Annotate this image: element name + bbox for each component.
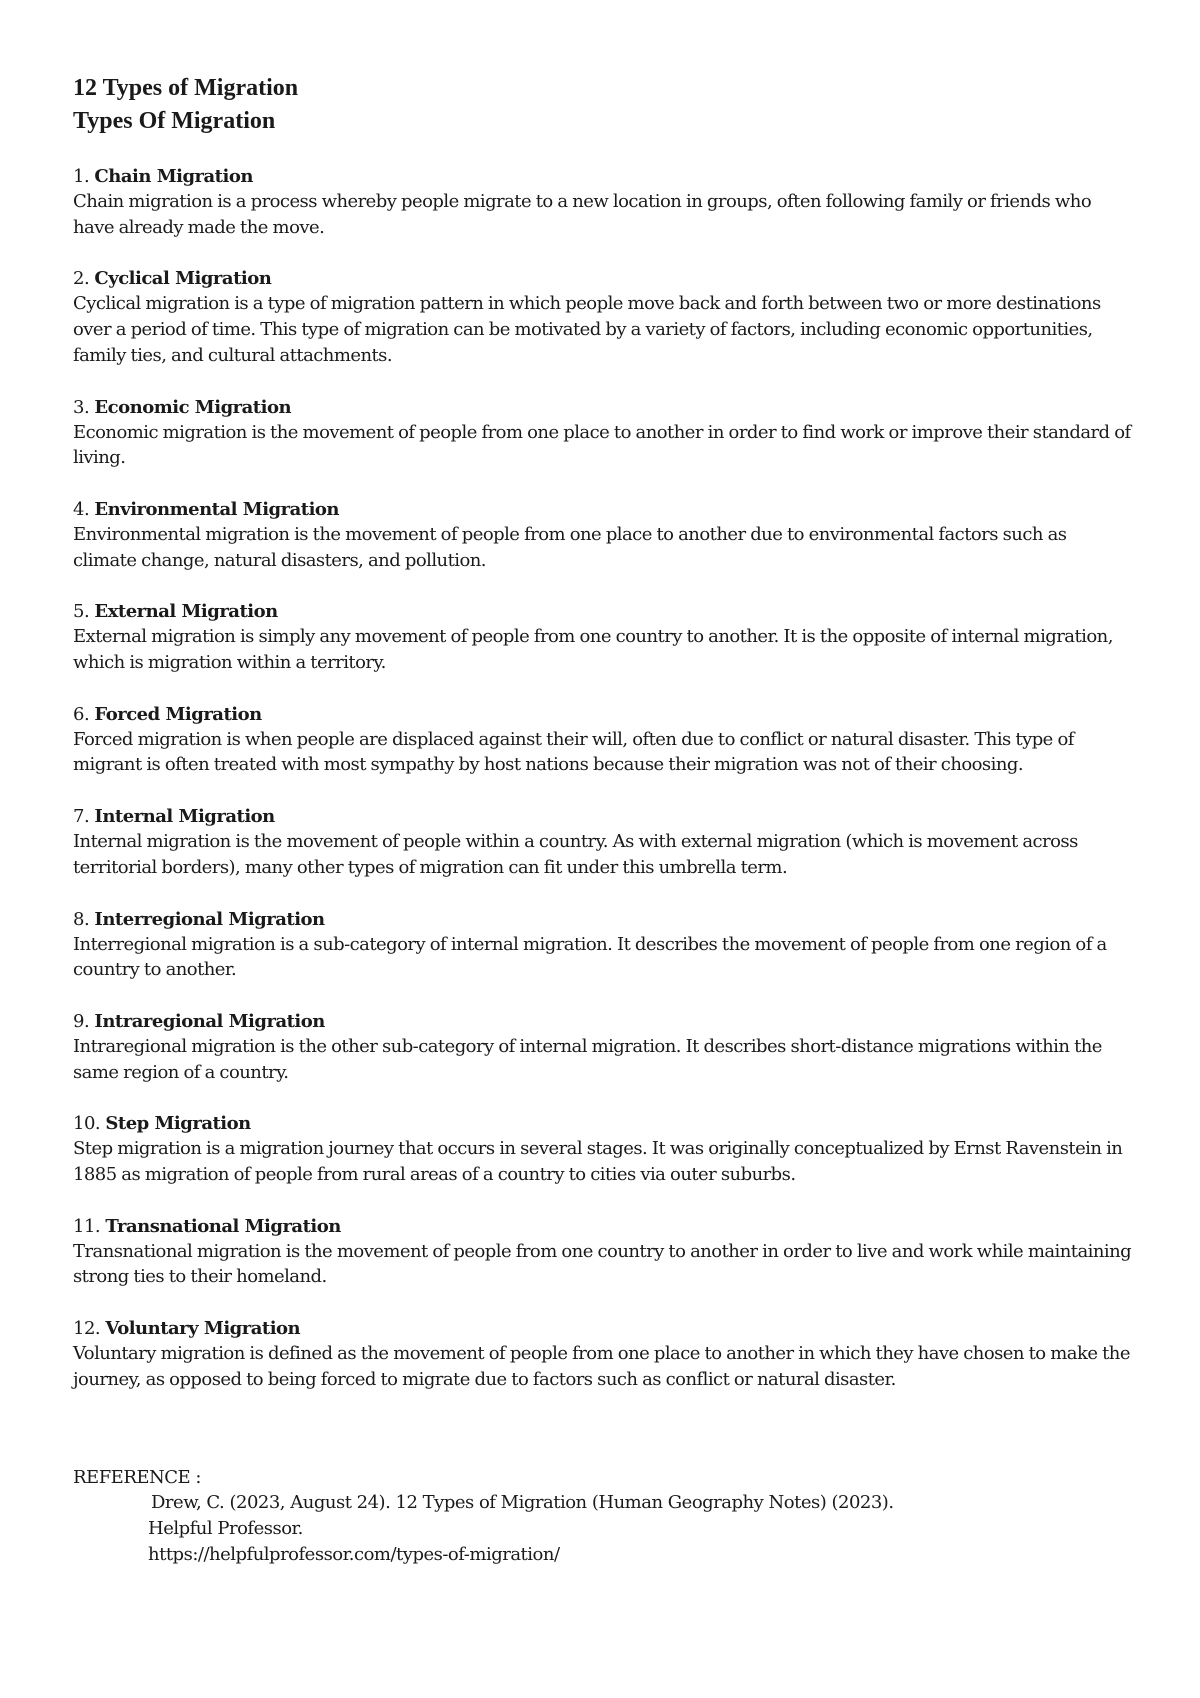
reference-url: https://helpfulprofessor.com/types-of-migration/ <box>148 1543 560 1565</box>
list-item <box>73 599 1133 675</box>
item-description: Internal migration is the movement of people within a country. As with external migration (which is movement across territorial borders), many other types of migration can fit under this umbrella term. <box>73 831 1078 878</box>
item-number: 10. <box>73 1113 101 1135</box>
item-number: 8. <box>73 908 90 930</box>
document-subtitle: Types Of Migration <box>73 108 276 134</box>
item-name: Environmental Migration <box>94 498 340 520</box>
item-heading <box>73 702 1133 727</box>
item-heading <box>73 266 1133 291</box>
item-name: Transnational Migration <box>105 1215 341 1237</box>
citation-text: Drew, C. (2023, August 24). 12 Types of Migration (Human Geography Notes) (2023). <box>151 1492 894 1514</box>
item-heading <box>73 1009 1133 1034</box>
list-item <box>73 907 1133 983</box>
item-number: 6. <box>73 703 90 725</box>
item-name: Economic Migration <box>94 396 292 418</box>
item-name: Cyclical Migration <box>94 268 272 290</box>
item-heading <box>73 1111 1133 1136</box>
list-item <box>73 1111 1133 1187</box>
item-description: Transnational migration is the movement of people from one country to another in order to live and work while maintaining strong ties to their homeland. <box>73 1240 1132 1288</box>
item-heading <box>73 497 1133 522</box>
item-description: Step migration is a migration journey that occurs in several stages. It was originally conceptualized by Ernst Ravenstein in 1885 as migration of people from rural areas of a country to cities via outer suburbs. <box>73 1138 1123 1186</box>
item-name: Interregional Migration <box>94 908 325 930</box>
item-heading <box>73 907 1133 932</box>
item-heading <box>73 1214 1133 1239</box>
item-name: Forced Migration <box>94 703 262 725</box>
reference-label: REFERENCE : <box>73 1466 201 1488</box>
item-name: Intraregional Migration <box>94 1010 325 1032</box>
item-number: 4. <box>73 498 90 520</box>
item-description: Chain migration is a process whereby people migrate to a new location in groups, often following family or friends who have already made the move. <box>73 191 1092 238</box>
item-heading <box>73 599 1133 624</box>
migration-types-list <box>73 164 1133 1393</box>
list-item <box>73 266 1133 368</box>
list-item <box>73 395 1133 471</box>
list-item <box>73 702 1133 778</box>
list-item <box>73 164 1133 240</box>
item-number: 2. <box>73 268 90 290</box>
reference-entry <box>73 1490 1133 1567</box>
item-description: Intraregional migration is the other sub-category of internal migration. It describes short-distance migrations within the same region of a country. <box>73 1035 1102 1083</box>
item-name: Step Migration <box>105 1113 251 1135</box>
item-description: Cyclical migration is a type of migration pattern in which people move back and forth between two or more destinations over a period of time. This type of migration can be motivated by a variety of factors, including economic opportunities, family ties, and cultural attachments. <box>73 293 1101 366</box>
item-number: 7. <box>73 806 90 828</box>
item-heading <box>73 395 1133 420</box>
citation-publisher: Helpful Professor. <box>148 1517 303 1539</box>
item-name: External Migration <box>94 601 278 623</box>
list-item <box>73 804 1133 880</box>
list-item <box>73 1214 1133 1290</box>
item-heading <box>73 804 1133 829</box>
item-description: Voluntary migration is defined as the movement of people from one place to another in which they have chosen to make the journey, as opposed to being forced to migrate due to factors such as conflict or natural disaster. <box>73 1343 1130 1390</box>
list-item <box>73 1009 1133 1085</box>
item-number: 9. <box>73 1010 90 1032</box>
document-page <box>73 72 1133 1567</box>
item-number: 5. <box>73 601 90 623</box>
document-title: 12 Types of Migration <box>73 75 299 101</box>
item-heading <box>73 1316 1133 1341</box>
item-name: Internal Migration <box>94 806 275 828</box>
item-number: 11. <box>73 1215 101 1237</box>
list-item <box>73 1316 1133 1392</box>
list-item <box>73 497 1133 573</box>
item-number: 12. <box>73 1318 101 1340</box>
item-description: External migration is simply any movement of people from one country to another. It is the opposite of internal migration, which is migration within a territory. <box>73 626 1113 674</box>
item-heading <box>73 164 1133 189</box>
item-description: Economic migration is the movement of people from one place to another in order to find work or improve their standard of living. <box>73 421 1131 469</box>
item-name: Voluntary Migration <box>105 1318 301 1340</box>
item-number: 3. <box>73 396 90 418</box>
item-number: 1. <box>73 166 90 187</box>
reference-section <box>73 1465 1133 1568</box>
item-description: Forced migration is when people are displaced against their will, often due to conflict or natural disaster. This type of migrant is often treated with most sympathy by host nations because their migration was not of their choosing. <box>73 728 1074 776</box>
item-description: Environmental migration is the movement of people from one place to another due to environmental factors such as climate change, natural disasters, and pollution. <box>73 523 1067 571</box>
item-description: Interregional migration is a sub-category of internal migration. It describes the movement of people from one region of a country to another. <box>73 933 1107 981</box>
item-name: Chain Migration <box>94 166 253 187</box>
